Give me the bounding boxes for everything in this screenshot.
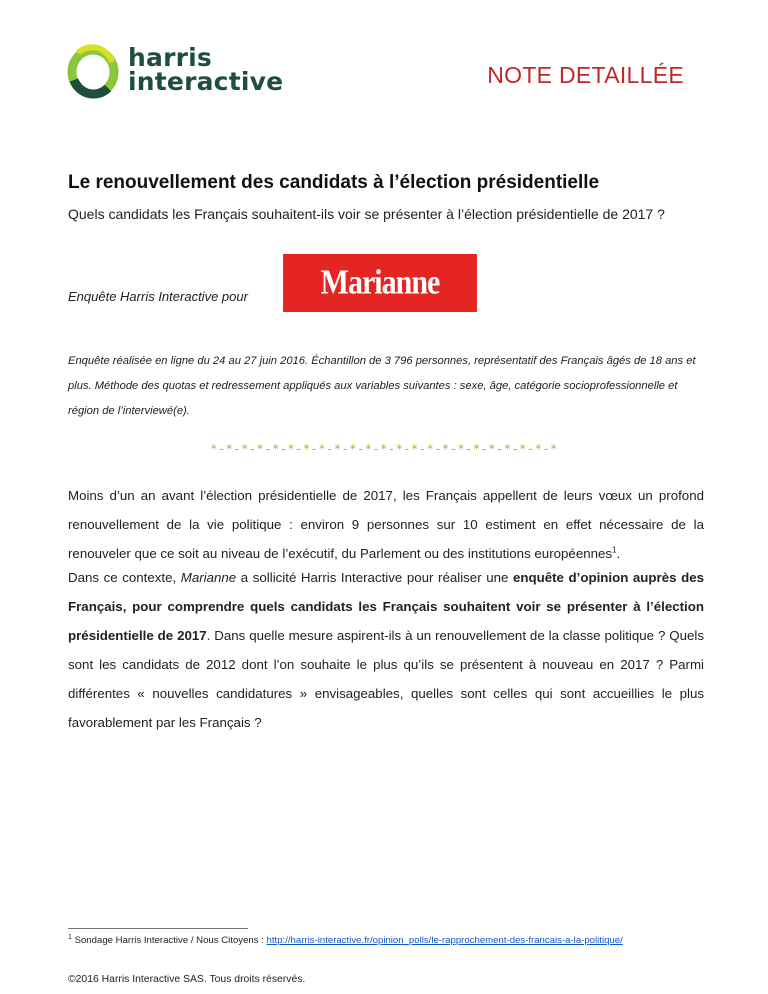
paragraph-objective: Dans ce contexte, Marianne a sollicité Harris Interactive pour réaliser une enquête d’opinion auprès des Français, pour comprendre quels candidats les Français souhaitent voir se présenter à l’élection présidentielle de 2017. Dans quelle mesure aspirent-ils à un renouvellement de la classe politique ? Quels sont les candidats de 2012 dont l’on souhaite le plus qu’ils se présentent à nouveau en 2017 ? Parmi différentes « nouvelles candidatures » envisageables, quelles sont celles qui sont accueillies le plus favorablement par les Français ? [68,570,704,730]
survey-goal-emphasis: enquête d’opinion auprès des Français, pour comprendre quels candidats les Français souhaitent voir se présenter à l’élection présidentielle de 2017 [68,570,704,643]
logo-text-line2: interactive [128,67,284,96]
methodology-note: Enquête réalisée en ligne du 24 au 27 juin 2016. Échantillon de 3 796 personnes, représentatif des Français âgés de 18 ans et plus. Méthode des quotas et redressement appliqués aux variables suivantes : sexe, âge, catégorie socioprofessionnelle et région de l’interviewé(e). [68,355,696,417]
document-title: Le renouvellement des candidats à l’élection présidentielle [68,172,600,193]
marianne-logo-text: Marianne [320,263,440,302]
harris-ring-logo-icon [66,44,120,100]
document-subtitle: Quels candidats les Français souhaitent-ils voir se présenter à l’élection présidentielle de 2017 ? [68,206,665,222]
logo-text-line1: harris [128,43,212,72]
marianne-logo [283,254,477,312]
paragraph-context: Moins d’un an avant l’élection présidentielle de 2017, les Français appellent de leurs vœux un profond renouvellement de la vie politique : environ 9 personnes sur 10 estiment en effet nécessaire de la renouveler que ce soit au niveau de l’exécutif, du Parlement ou des institutions européennes$^1$. [68,488,704,561]
section-separator: *-*-*-*-*-*-*-*-*-*-*-*-*-*-*-*-*-*-*-*-*-*-* [210,442,558,456]
survey-for-label: Enquête Harris Interactive pour [68,289,248,304]
footnote-link[interactable]: http://harris-interactive.fr/opinion_polls/le-rapprochement-des-francais-a-la-politique/ [266,935,623,947]
copyright-footer: ©2016 Harris Interactive SAS. Tous droits réservés. [68,974,306,985]
footnote: $^1$ Sondage Harris Interactive / Nous Citoyens : http://harris-interactive.fr/opinion_polls/le-rapprochement-des-francais-a-la-politique/ [68,934,623,947]
note-title: NOTE DETAILLÉE [487,62,684,88]
harris-interactive-logo [66,40,284,104]
magazine-name: Marianne [180,570,237,585]
footnote-ref[interactable]: 1 [612,545,617,555]
footnote-divider [68,928,248,929]
